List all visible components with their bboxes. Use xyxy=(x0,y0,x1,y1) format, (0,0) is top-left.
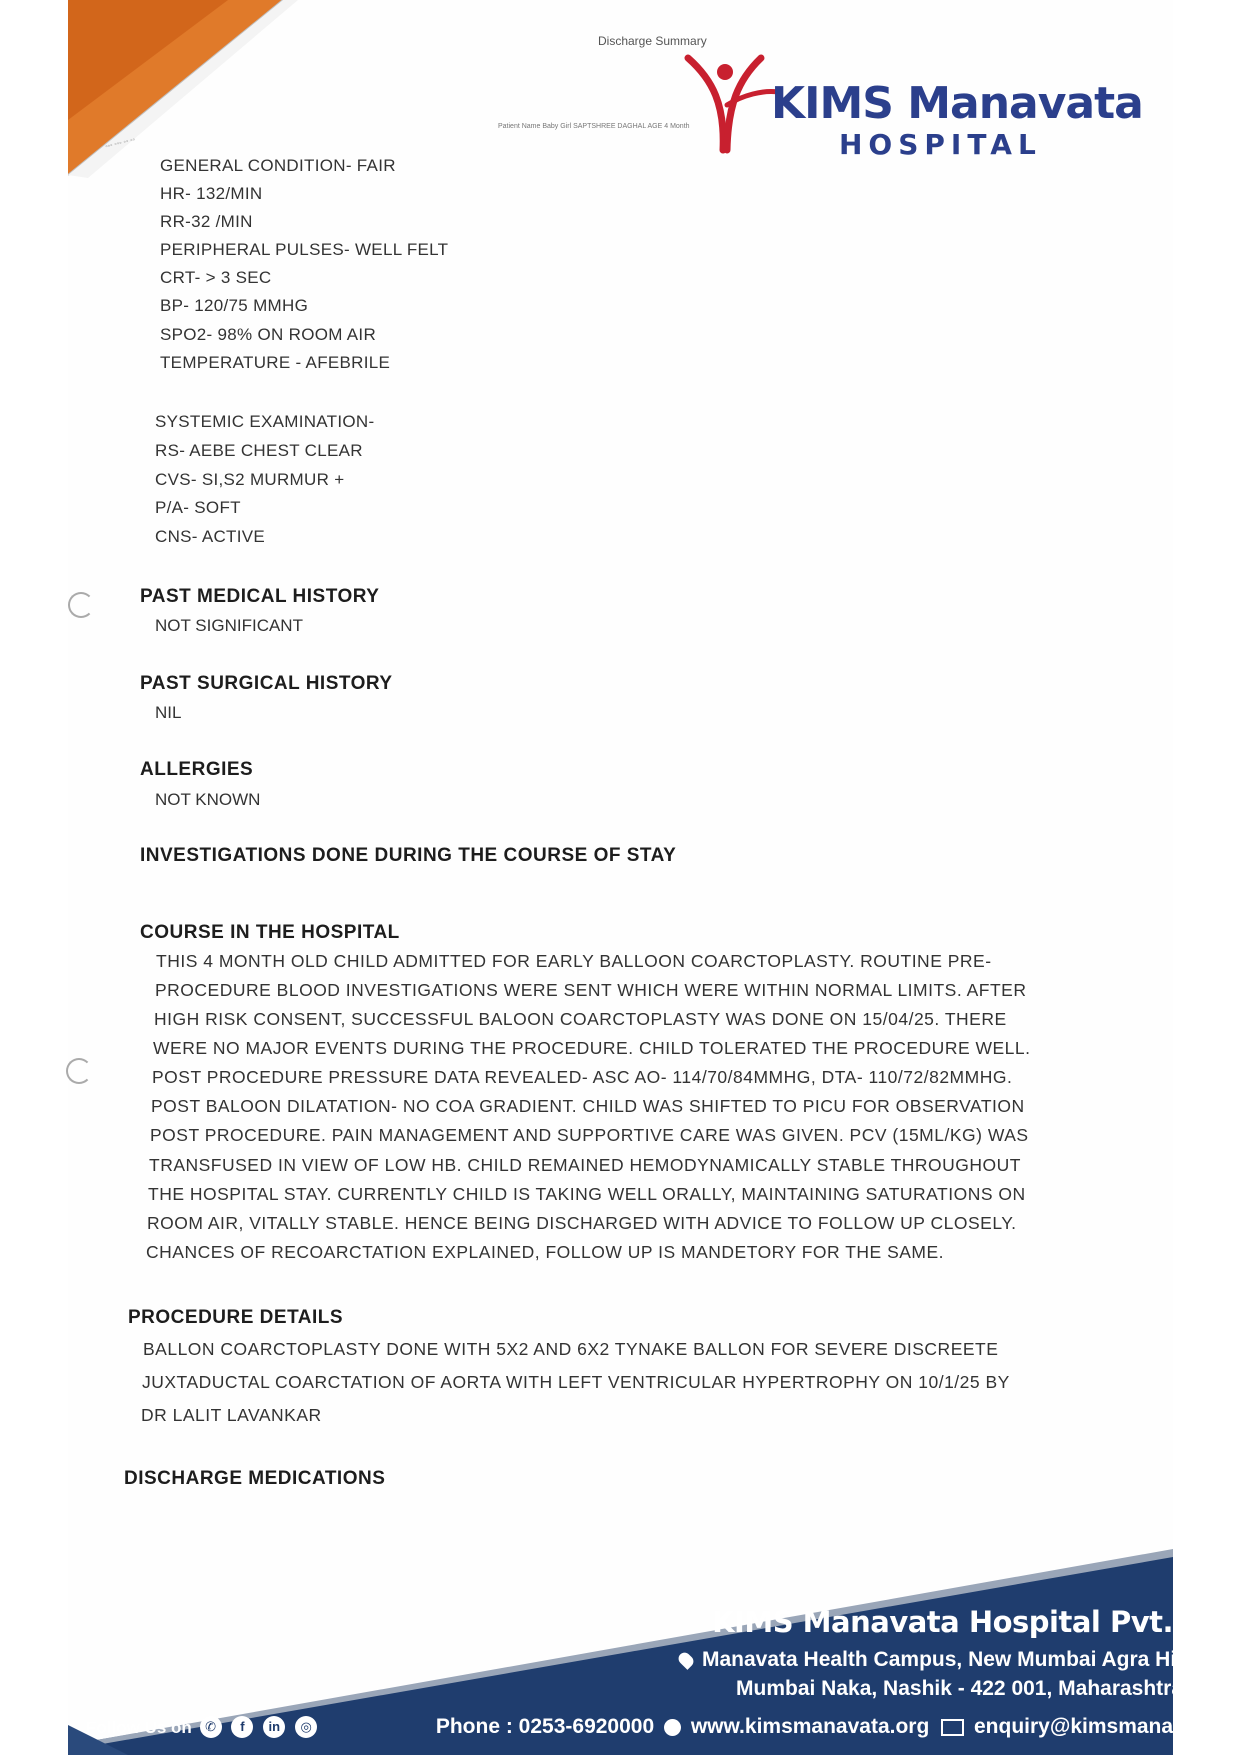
procedure-line: DR LALIT LAVANKAR xyxy=(141,1405,322,1425)
patient-line: Patient Name Baby Girl SAPTSHREE DAGHAL AGE 4 Month xyxy=(498,123,690,130)
brand-sub: HOSPITAL xyxy=(839,128,1042,161)
linkedin-icon[interactable]: in xyxy=(263,1716,285,1738)
logo-figure-icon xyxy=(683,50,783,160)
systemic-heading: SYSTEMIC EXAMINATION- xyxy=(155,412,375,431)
course-line: HIGH RISK CONSENT, SUCCESSFUL BALOON COARCTOPLASTY WAS DONE ON 15/04/25. THERE xyxy=(154,1009,1007,1029)
vital-line: CRT- > 3 SEC xyxy=(160,268,272,287)
course-line: THE HOSPITAL STAY. CURRENTLY CHILD IS TAKING WELL ORALLY, MAINTAINING SATURATIONS ON xyxy=(148,1184,1026,1204)
systemic-item: CNS- ACTIVE xyxy=(155,527,266,546)
footer-address-line1: Manavata Health Campus, New Mumbai Agra Hi xyxy=(680,1648,1176,1672)
location-icon xyxy=(676,1651,696,1671)
hospital-logo xyxy=(683,50,1143,170)
doc-type-label: Discharge Summary xyxy=(598,34,707,48)
folded-corner xyxy=(68,0,298,180)
footer-contact-row xyxy=(86,1715,1185,1739)
investigations-heading: INVESTIGATIONS DONE DURING THE COURSE OF STAY xyxy=(140,845,677,866)
course-line: CHANCES OF RECOARCTATION EXPLAINED, FOLLOW UP IS MANDETORY FOR THE SAME. xyxy=(146,1242,945,1262)
course-line: POST BALOON DILATATION- NO COA GRADIENT. CHILD WAS SHIFTED TO PICU FOR OBSERVATION xyxy=(151,1096,1025,1116)
vital-line: PERIPHERAL PULSES- WELL FELT xyxy=(160,240,449,259)
allergies-heading: ALLERGIES xyxy=(140,759,254,780)
punch-mark xyxy=(66,1058,92,1084)
vital-line: HR- 132/MIN xyxy=(160,184,263,203)
vital-line: SPO2- 98% ON ROOM AIR xyxy=(160,325,377,344)
systemic-item: P/A- SOFT xyxy=(155,498,241,517)
procedure-line: JUXTADUCTAL COARCTATION OF AORTA WITH LEFT VENTRICULAR HYPERTROPHY ON 10/1/25 BY xyxy=(142,1372,1010,1392)
whatsapp-icon[interactable]: ✆ xyxy=(200,1716,222,1738)
footer-website[interactable]: www.kimsmanavata.org xyxy=(690,1715,930,1738)
medications-heading: DISCHARGE MEDICATIONS xyxy=(124,1468,386,1489)
procedure-line: BALLON COARCTOPLASTY DONE WITH 5X2 AND 6X2 TYNAKE BALLON FOR SEVERE DISCREETE xyxy=(143,1339,999,1359)
brand-name: KIMS Manavata xyxy=(771,78,1143,129)
vital-line: GENERAL CONDITION- FAIR xyxy=(160,156,396,175)
allergies-value: NOT KNOWN xyxy=(155,790,261,809)
past-medical-heading: PAST MEDICAL HISTORY xyxy=(140,586,380,607)
document-page xyxy=(68,0,1173,1755)
course-line: WERE NO MAJOR EVENTS DURING THE PROCEDURE. CHILD TOLERATED THE PROCEDURE WELL. xyxy=(153,1038,1031,1058)
footer-email[interactable]: enquiry@kimsmanav xyxy=(974,1715,1185,1738)
course-line: POST PROCEDURE. PAIN MANAGEMENT AND SUPPORTIVE CARE WAS GIVEN. PCV (15ML/KG) WAS xyxy=(150,1125,1029,1145)
footer-company: KIMS Manavata Hospital Pvt. xyxy=(712,1605,1173,1639)
instagram-icon[interactable]: ◎ xyxy=(295,1716,317,1738)
footer-address-line2: Mumbai Naka, Nashik - 422 001, Maharashtra xyxy=(736,1677,1184,1700)
course-line: PROCEDURE BLOOD INVESTIGATIONS WERE SENT WHICH WERE WITHIN NORMAL LIMITS. AFTER xyxy=(155,980,1027,1000)
course-line: POST PROCEDURE PRESSURE DATA REVEALED- ASC AO- 114/70/84MMHG, DTA- 110/72/82MMHG. xyxy=(152,1067,1013,1087)
footer-phone[interactable]: Phone : 0253-6920000 xyxy=(435,1715,655,1738)
globe-icon xyxy=(664,1719,681,1736)
course-heading: COURSE IN THE HOSPITAL xyxy=(140,922,400,943)
scan-margin xyxy=(0,0,68,1755)
procedure-heading: PROCEDURE DETAILS xyxy=(128,1307,344,1328)
past-surgical-heading: PAST SURGICAL HISTORY xyxy=(140,673,393,694)
course-line: TRANSFUSED IN VIEW OF LOW HB. CHILD REMAINED HEMODYNAMICALLY STABLE THROUGHOUT xyxy=(149,1155,1021,1175)
punch-mark xyxy=(68,592,94,618)
course-line: THIS 4 MONTH OLD CHILD ADMITTED FOR EARLY BALLOON COARCTOPLASTY. ROUTINE PRE- xyxy=(156,951,992,971)
systemic-item: RS- AEBE CHEST CLEAR xyxy=(155,441,363,460)
follow-label: Follow Us on xyxy=(86,1718,192,1737)
vital-line: BP- 120/75 MMHG xyxy=(160,296,309,315)
footer-band xyxy=(68,1545,1185,1755)
course-line: ROOM AIR, VITALLY STABLE. HENCE BEING DISCHARGED WITH ADVICE TO FOLLOW UP CLOSELY. xyxy=(147,1213,1017,1233)
past-medical-value: NOT SIGNIFICANT xyxy=(155,616,303,635)
vital-line: RR-32 /MIN xyxy=(160,212,253,231)
past-surgical-value: NIL xyxy=(155,703,182,722)
faint-stamp: ◦◦◦ ◦◦◦ ◦◦ ◦◦ xyxy=(104,136,137,151)
systemic-item: CVS- SI,S2 MURMUR + xyxy=(155,470,345,489)
vital-line: TEMPERATURE - AFEBRILE xyxy=(160,353,391,372)
email-icon xyxy=(941,1719,964,1736)
facebook-icon[interactable]: f xyxy=(231,1716,253,1738)
